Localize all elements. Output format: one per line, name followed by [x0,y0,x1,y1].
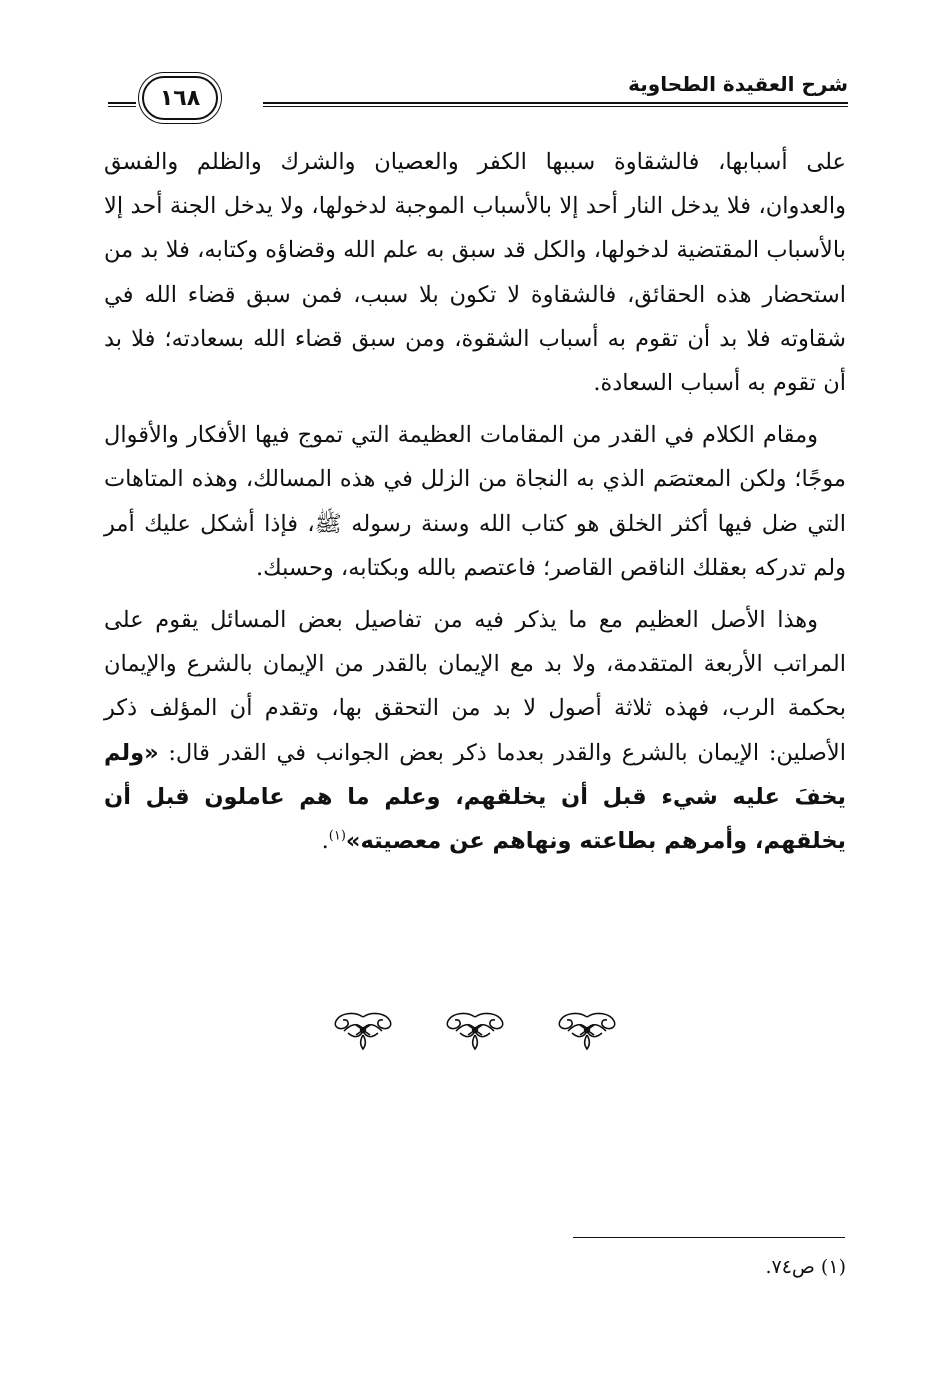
header-rule [263,102,848,104]
book-title: شرح العقيدة الطحاوية [628,72,848,96]
paragraph-3-end: . [321,828,329,855]
floral-knot-ornament-icon [554,1009,620,1053]
header-rule-stub [108,102,136,104]
footnote: (١) ص٧٤. [765,1256,846,1278]
floral-knot-ornament-icon [442,1009,508,1053]
paragraph-3-intro: وهذا الأصل العظيم مع ما يذكر فيه من تفاصيل بعض المسائل يقوم على المراتب الأربعة المتقدمة، ولا بد مع الإيمان بالقدر من الإيمان بالشرع والإيمان بحكمة الرب، فهذه ثلاثة أصول لا بد من التحقق بها، وتقدم أن المؤلف ذكر الأصلين: الإيمان بالشرع والقدر بعدما ذكر بعض الجوانب في القدر قال: [104,607,846,766]
footnote-reference: (١) [328,828,346,844]
header-rule-stub-thin [108,106,136,107]
paragraph-3 [104,598,846,863]
ornament-divider [330,1008,620,1054]
page-header [108,60,848,120]
page-number-frame [142,76,218,120]
main-text [104,140,846,863]
paragraph-1: على أسبابها، فالشقاوة سببها الكفر والعصيان والشرك والظلم والفسق والعدوان، فلا يدخل النار أحد إلا بالأسباب الموجبة لدخولها، ولا يدخل الجنة أحد إلا بالأسباب المقتضية لدخولها، والكل قد سبق به علم الله وقضاؤه وكتابه، فلا بد من استحضار هذه الحقائق، فالشقاوة لا تكون بلا سبب، فمن سبق قضاء الله في شقاوته فلا بد أن تقوم به أسباب الشقوة، ومن سبق قضاء الله بسعادته؛ فلا بد أن تقوم به أسباب السعادة. [104,149,846,397]
page-number: ١٦٨ [159,85,201,111]
quoted-text: «ولم يخفَ عليه شيء قبل أن يخلقهم، وعلم ما هم عاملون قبل أن يخلقهم، وأمرهم بطاعته ونهاهم عن معصيته» [104,739,846,855]
header-rule-thin [263,106,848,107]
footnote-separator [573,1237,845,1238]
floral-knot-ornament-icon [330,1009,396,1053]
paragraph-2: ومقام الكلام في القدر من المقامات العظيمة التي تموج فيها الأفكار والأقوال موجًا؛ ولكن المعتصَم الذي به النجاة من الزلل في هذه المسالك، وهذه المتاهات التي ضل فيها أكثر الخلق هو كتاب الله وسنة رسوله ﷺ، فإذا أشكل عليك أمر ولم تدركه بعقلك الناقص القاصر؛ فاعتصم بالله وبكتابه، وحسبك. [104,422,846,581]
